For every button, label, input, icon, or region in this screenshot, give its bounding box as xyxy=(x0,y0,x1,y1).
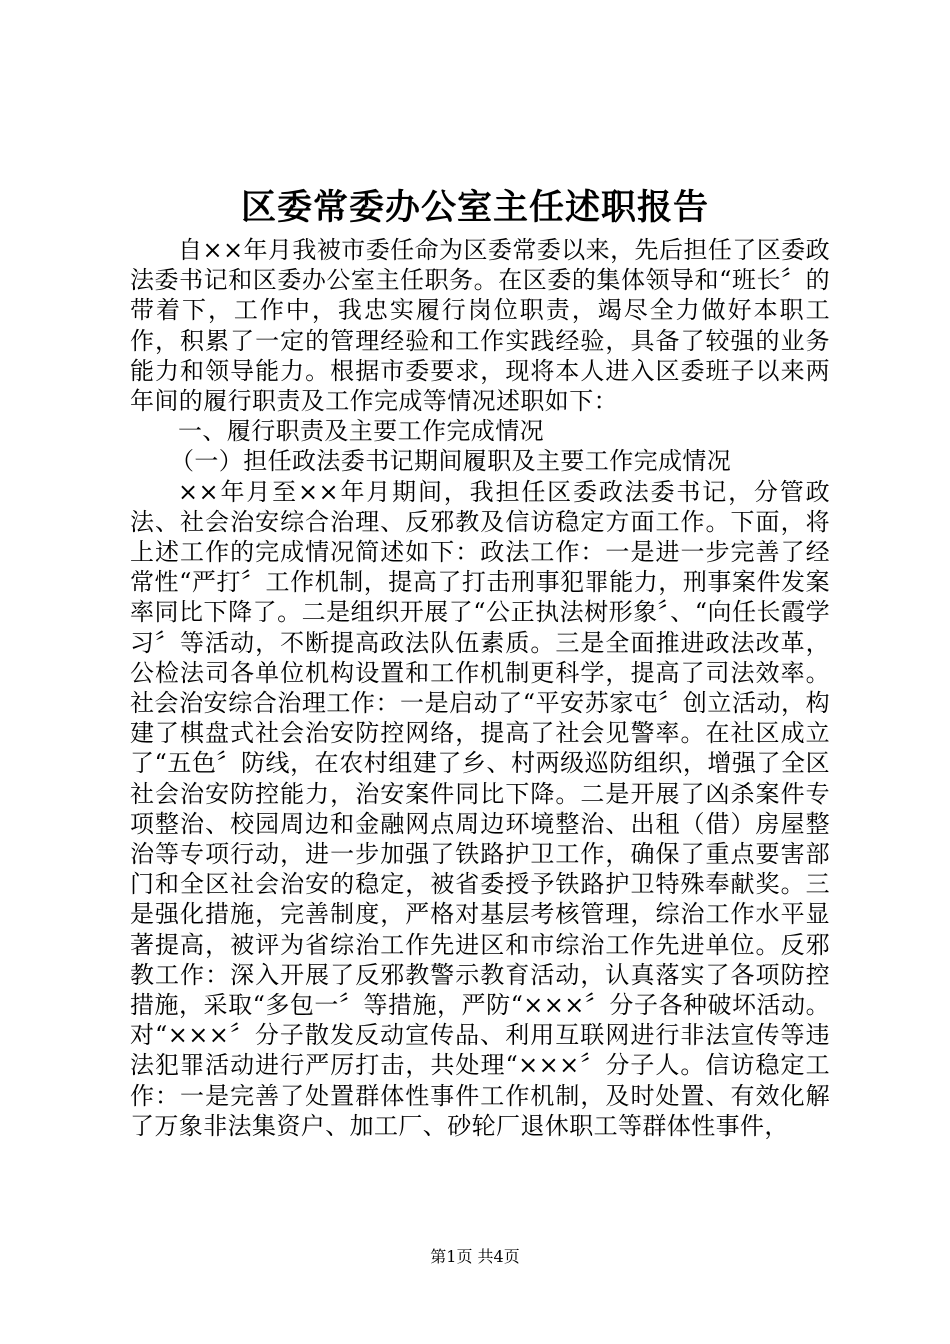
paragraph-body: ××年月至××年月期间，我担任区委政法委书记，分管政法、社会治安综合治理、反邪教及信访稳定方面工作。下面，将上述工作的完成情况简述如下：政法工作：一是进一步完善了经常性“严打〞工作机制，提高了打击刑事犯罪能力，刑事案件发案率同比下降了。二是组织开展了“公正执法树形象〞、“向任长霞学习〞等活动，不断提高政法队伍素质。三是全面推进政法改革，公检法司各单位机构设置和工作机制更科学，提高了司法效率。社会治安综合治理工作：一是启动了“平安苏家屯〞创立活动，构建了棋盘式社会治安防控网络，提高了社会见警率。在社区成立了“五色〞防线，在农村组建了乡、村两级巡防组织，增强了全区社会治安防控能力，治安案件同比下降。二是开展了凶杀案件专项整治、校园周边和金融网点周边环境整治、出租（借）房屋整治等专项行动，进一步加强了铁路护卫工作，确保了重点要害部门和全区社会治安的稳定，被省委授予铁路护卫特殊奉献奖。三是强化措施，完善制度，严格对基层考核管理，综治工作水平显著提高，被评为省综治工作先进区和市综治工作先进单位。反邪教工作：深入开展了反邪教警示教育活动，认真落实了各项防控措施，采取“多包一〞等措施，严防“×××〞分子各种破坏活动。对“×××〞分子散发反动宣传品、利用互联网进行非法宣传等违法犯罪活动进行严厉打击，共处理“×××〞分子人。信访稳定工作：一是完善了处置群体性事件工作机制，及时处置、有效化解了万象非法集资户、加工厂、砂轮厂退休职工等群体性事件， xyxy=(130,477,830,1140)
section-heading: 一、履行职责及主要工作完成情况 xyxy=(178,417,544,446)
document-title: 区委常委办公室主任述职报告 xyxy=(240,187,709,228)
page-footer: 第1页 共4页 xyxy=(430,1247,520,1266)
subsection-heading: （一）担任政法委书记期间履职及主要工作完成情况 xyxy=(170,447,732,476)
paragraph-intro: 自××年月我被市委任命为区委常委以来，先后担任了区委政法委书记和区委办公室主任职务。在区委的集体领导和“班长〞的带着下，工作中，我忠实履行岗位职责，竭尽全力做好本职工作，积累了一定的管理经验和工作实践经验，具备了较强的业务能力和领导能力。根据市委要求，现将本人进入区委班子以来两年间的履行职责及工作完成等情况述职如下： xyxy=(130,236,830,416)
document-body xyxy=(130,235,830,1141)
